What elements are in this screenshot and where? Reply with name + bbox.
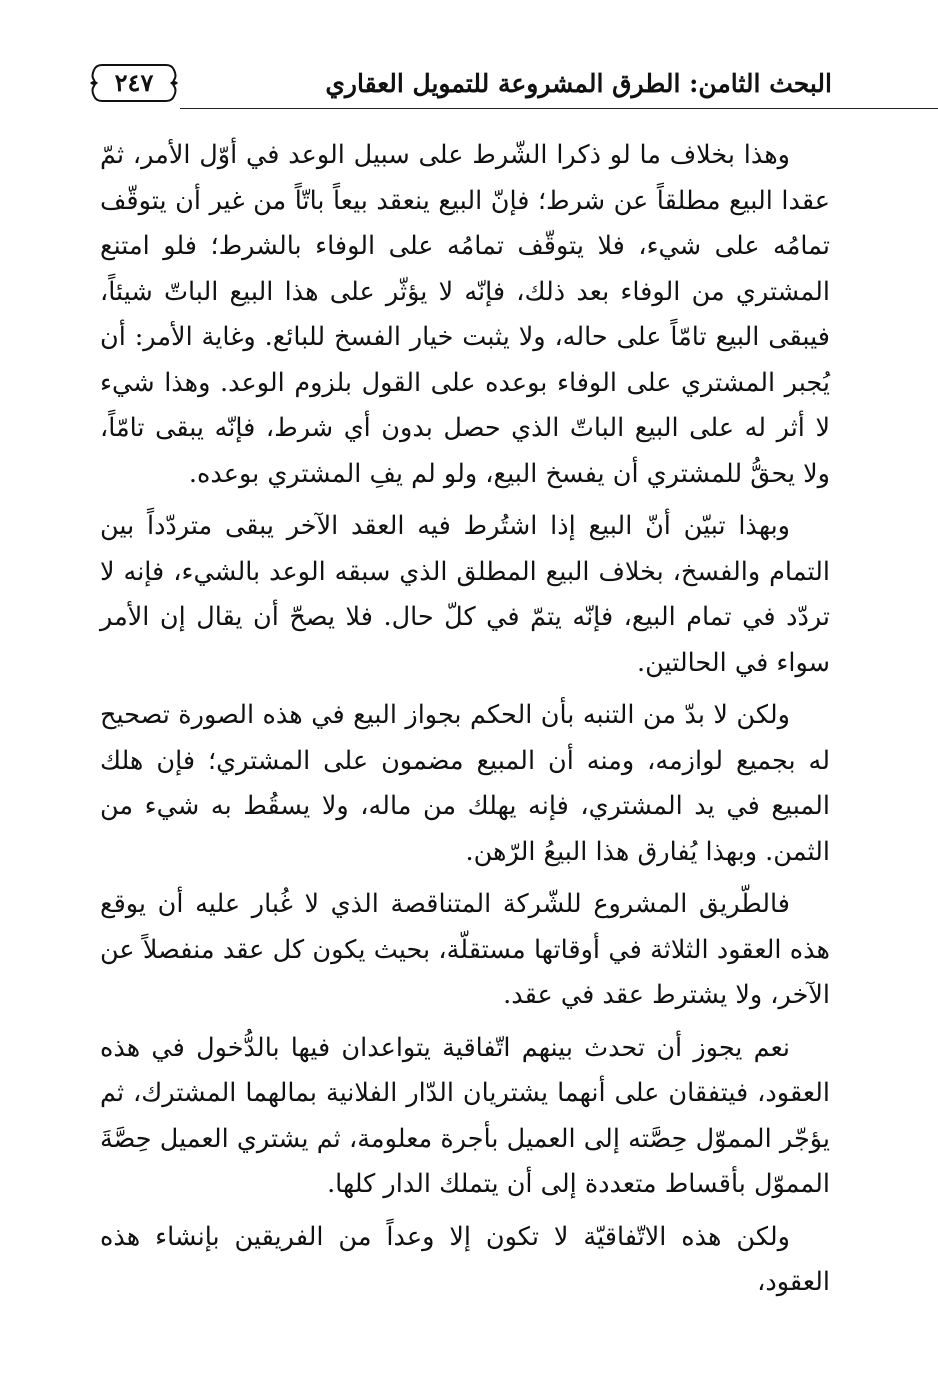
page-number-frame — [88, 62, 180, 104]
paragraph: ولكن لا بدّ من التنبه بأن الحكم بجواز البيع في هذه الصورة تصحيح له بجميع لوازمه، ومنه أن المبيع مضمون على المشتري؛ فإن هلك المبيع في يد المشتري، فإنه يهلك من ماله، ولا يسقُط به شيء من الثمن. وبهذا يُفارق هذا البيعُ الرّهن. — [100, 700, 830, 867]
header-divider — [180, 108, 938, 109]
main-text — [100, 133, 830, 1313]
page-header — [88, 60, 832, 108]
running-header-title: البحث الثامن: الطرق المشروعة للتمويل العقاري — [325, 69, 832, 98]
page-number: ٢٤٧ — [114, 68, 154, 97]
paragraph: وهذا بخلاف ما لو ذكرا الشّرط على سبيل الوعد في أوّل الأمر، ثمّ عقدا البيع مطلقاً عن شرط؛ فإنّ البيع ينعقد بيعاً باتّاً من غير أن يتوقّف تمامُه على شيء، فلا يتوقّف تمامُه على الوفاء بالشرط؛ فلو امتنع المشتري من الوفاء بعد ذلك، فإنّه لا يؤثّر على هذا البيع الباتّ شيئاً، فيبقى البيع تامّاً على حاله، ولا يثبت خيار الفسخ للبائع. وغاية الأمر: أن يُجبر المشتري على الوفاء بوعده على القول بلزوم الوعد. وهذا شيء لا أثر له على البيع الباتّ الذي حصل بدون أي شرط، فإنّه يبقى تامّاً، ولا يحقُّ للمشتري أن يفسخ البيع، ولو لم يفِ المشتري بوعده. — [100, 140, 830, 489]
paragraph: ولكن هذه الاتّفاقيّة لا تكون إلا وعداً من الفريقين بإنشاء هذه العقود، — [100, 1221, 830, 1297]
paragraph: فالطّريق المشروع للشّركة المتناقصة الذي لا غُبار عليه أن يوقع هذه العقود الثلاثة في أوقاتها مستقلّة، بحيث يكون كل عقد منفصلاً عن الآخر، ولا يشترط عقد في عقد. — [100, 889, 830, 1010]
paragraph: وبهذا تبيّن أنّ البيع إذا اشتُرط فيه العقد الآخر يبقى متردّداً بين التمام والفسخ، بخلاف البيع المطلق الذي سبقه الوعد بالشيء، فإنه لا تردّد في تمام البيع، فإنّه يتمّ في كلّ حال. فلا يصحّ أن يقال إن الأمر سواء في الحالتين. — [100, 511, 830, 678]
paragraph: نعم يجوز أن تحدث بينهم اتّفاقية يتواعدان فيها بالدُّخول في هذه العقود، فيتفقان على أنهما يشتريان الدّار الفلانية بمالهما المشترك، ثم يؤجّر المموّل حِصَّته إلى العميل بأجرة معلومة، ثم يشتري العميل حِصَّةَ المموّل بأقساط متعددة إلى أن يتملك الدار كلها. — [100, 1032, 830, 1199]
